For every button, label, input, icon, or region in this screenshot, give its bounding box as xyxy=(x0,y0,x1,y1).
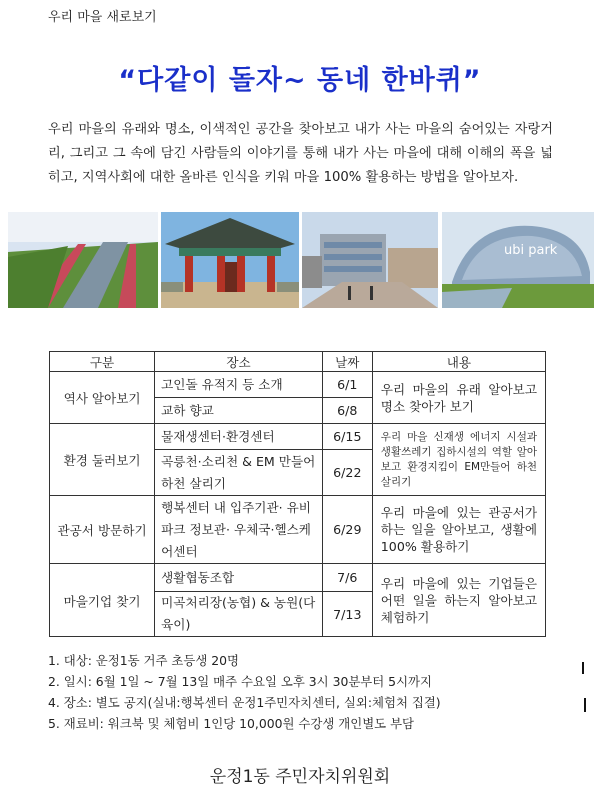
table-header-row xyxy=(50,352,546,372)
row-content: 우리 마을에 있는 기업들은 어떤 일을 하는지 알아보고 체험하기 xyxy=(372,564,545,637)
intro-paragraph: 우리 마을의 유래와 명소, 이색적인 공간을 찾아보고 내가 사는 마을의 숨어있는 자랑거리, 그리고 그 속에 담긴 사람들의 이야기를 통해 내가 사는 마을에 대해 이해의 폭을 넓히고, 지역사회에 대한 올바른 인식을 키워 마을 100% 활용하는 방법을 알아보자. xyxy=(48,122,553,185)
info-item: 5. 재료비: 워크북 및 체험비 1인당 10,000원 수강생 개인별도 부담 xyxy=(48,716,415,731)
ubi-park-photo xyxy=(442,212,594,308)
info-item: 1. 대상: 운정1동 거주 초등생 20명 xyxy=(48,653,240,668)
traditional-gate-photo xyxy=(161,212,299,308)
info-item: 2. 일시: 6월 1일 ~ 7월 13일 매주 수요일 오후 3시 30분부터 5시까지 xyxy=(48,674,432,689)
margin-mark xyxy=(582,662,584,674)
row-date: 7/6 xyxy=(322,564,372,592)
header-label: 우리 마을 새로보기 xyxy=(48,10,157,25)
row-place: 고인돌 유적지 등 소개 xyxy=(155,372,323,398)
row-category: 환경 둘러보기 xyxy=(50,424,155,496)
footer-organization: 운정1동 주민자치위원회 xyxy=(209,767,391,787)
row-date: 6/29 xyxy=(322,496,372,564)
row-place: 생활협동조합 xyxy=(155,564,323,592)
row-content: 우리 마을 신재생 에너지 시설과 생활쓰레기 집하시설의 역할 알아보고 환경지킴이 EM만들어 하천 살리기 xyxy=(372,424,545,496)
row-category: 마을기업 찾기 xyxy=(50,564,155,637)
row-content: 우리 마을의 유래 알아보고 명소 찾아가 보기 xyxy=(372,372,545,424)
table-row xyxy=(50,424,546,450)
stream-park-photo xyxy=(8,212,158,308)
row-date: 6/22 xyxy=(322,450,372,496)
row-place: 물재생센터·환경센터 xyxy=(155,424,323,450)
row-date: 6/15 xyxy=(322,424,372,450)
row-category: 역사 알아보기 xyxy=(50,372,155,424)
row-category: 관공서 방문하기 xyxy=(50,496,155,564)
row-place: 교하 향교 xyxy=(155,398,323,424)
table-row xyxy=(50,564,546,592)
row-date: 7/13 xyxy=(322,592,372,637)
info-list xyxy=(48,650,441,734)
schedule-table xyxy=(49,351,546,637)
ubi-park-sign: ubi park xyxy=(504,243,558,258)
header-content: 내용 xyxy=(372,352,545,372)
header-category: 구분 xyxy=(50,352,155,372)
page-title: “다같이 돌자~ 동네 한바퀴” xyxy=(118,65,482,96)
header-place: 장소 xyxy=(155,352,323,372)
margin-mark xyxy=(584,698,586,712)
info-item: 4. 장소: 별도 공지(실내:행복센터 운정1주민자치센터, 실외:체험처 집결) xyxy=(48,695,441,710)
row-date: 6/1 xyxy=(322,372,372,398)
header-date: 날짜 xyxy=(322,352,372,372)
town-center-photo xyxy=(302,212,438,308)
table-row xyxy=(50,372,546,398)
row-date: 6/8 xyxy=(322,398,372,424)
row-content: 우리 마을에 있는 관공서가 하는 일을 알아보고, 생활에 100% 활용하기 xyxy=(372,496,545,564)
row-place: 행복센터 내 입주기관· 유비파크 정보관· 우체국·헬스케어센터 xyxy=(155,496,323,564)
table-row xyxy=(50,496,546,564)
row-place: 미곡처리장(농협) & 농원(다육이) xyxy=(155,592,323,637)
row-place: 곡릉천·소리천 & EM 만들어 하천 살리기 xyxy=(155,450,323,496)
